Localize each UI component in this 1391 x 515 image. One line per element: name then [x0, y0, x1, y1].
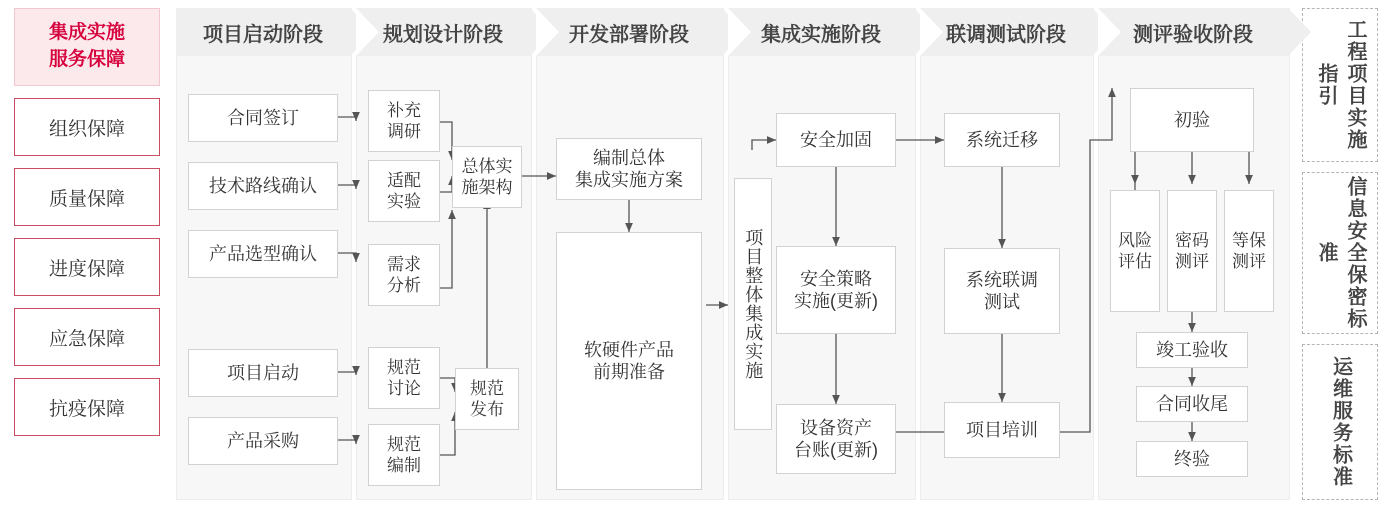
- left-title-line2: 服务保障: [48, 49, 125, 70]
- left-item-label: 组织保障: [48, 118, 125, 140]
- node-p3-0[interactable]: [556, 138, 702, 200]
- node-label-line1: 总体实: [461, 156, 513, 176]
- left-title-box: [14, 8, 160, 86]
- phase-header-label: 集成实施阶段: [761, 23, 881, 46]
- left-item-4[interactable]: [14, 378, 160, 436]
- node-label: 合同收尾: [1156, 393, 1228, 414]
- node-label-line1: 编制总体: [593, 147, 665, 168]
- node-p4-1[interactable]: [776, 113, 896, 167]
- right-box-label: 运维服务标准: [1329, 356, 1352, 488]
- node-p6-4[interactable]: [1136, 332, 1248, 368]
- node-p3-1[interactable]: [556, 232, 702, 490]
- left-item-label: 质量保障: [48, 188, 125, 210]
- node-label: 项目整体集成实施: [743, 228, 764, 380]
- node-label-line2: 测评: [1232, 252, 1266, 271]
- node-p2-col1-0[interactable]: [368, 90, 440, 152]
- left-item-3[interactable]: [14, 308, 160, 366]
- right-box-label: 信息安全保密标准: [1315, 176, 1366, 330]
- node-label-line2: 调研: [387, 122, 421, 141]
- node-label-line2: 实验: [387, 192, 421, 211]
- node-label: 产品选型确认: [209, 243, 317, 264]
- phase-header-3[interactable]: [536, 8, 722, 56]
- node-p1-4[interactable]: [188, 417, 338, 465]
- left-item-2[interactable]: [14, 238, 160, 296]
- node-label-line2: 评估: [1118, 252, 1152, 271]
- phase-header-1[interactable]: [176, 8, 350, 56]
- node-p6-2[interactable]: [1167, 190, 1217, 312]
- node-p5-2[interactable]: [944, 402, 1060, 458]
- node-label-line1: 系统联调: [966, 269, 1038, 290]
- phase-header-5[interactable]: [920, 8, 1092, 56]
- node-label: 初验: [1174, 109, 1210, 130]
- node-label-line1: 需求: [387, 254, 421, 274]
- node-p2-col2-1[interactable]: [455, 368, 519, 430]
- node-label: 项目启动: [227, 362, 299, 383]
- node-p6-5[interactable]: [1136, 386, 1248, 422]
- phase-header-label: 测评验收阶段: [1133, 23, 1253, 46]
- node-p6-0[interactable]: [1130, 88, 1254, 152]
- node-label-line1: 密码: [1175, 230, 1209, 250]
- node-label: 项目培训: [966, 419, 1038, 440]
- phase-header-label: 联调测试阶段: [946, 23, 1066, 46]
- node-label: 技术路线确认: [209, 175, 317, 196]
- right-box-label: 工程项目实施指引: [1315, 19, 1366, 151]
- left-item-label: 应急保障: [48, 328, 125, 350]
- node-p4-2[interactable]: [776, 246, 896, 334]
- left-item-0[interactable]: [14, 98, 160, 156]
- node-label-line1: 设备资产: [800, 417, 872, 438]
- phase-header-label: 项目启动阶段: [203, 23, 323, 46]
- phase-header-label: 规划设计阶段: [383, 23, 503, 46]
- node-p6-3[interactable]: [1224, 190, 1274, 312]
- node-label: 产品采购: [227, 430, 299, 451]
- right-box-1[interactable]: [1302, 172, 1378, 334]
- phase-header-6[interactable]: [1098, 8, 1288, 56]
- node-p2-col2-0[interactable]: [452, 146, 522, 208]
- node-label-line2: 发布: [470, 400, 504, 419]
- node-label: 合同签订: [227, 107, 299, 128]
- node-label-line1: 适配: [387, 170, 421, 190]
- node-p6-1[interactable]: [1110, 190, 1160, 312]
- node-label-line1: 等保: [1232, 230, 1266, 250]
- node-p2-col1-2[interactable]: [368, 244, 440, 306]
- node-p4-3[interactable]: [776, 404, 896, 474]
- node-label: 竣工验收: [1156, 339, 1228, 360]
- node-p1-2[interactable]: [188, 230, 338, 278]
- node-label: 安全加固: [800, 129, 872, 150]
- left-item-1[interactable]: [14, 168, 160, 226]
- node-label-line2: 讨论: [387, 379, 421, 398]
- node-p2-col1-1[interactable]: [368, 160, 440, 222]
- node-label: 终验: [1174, 448, 1210, 469]
- right-box-0[interactable]: [1302, 8, 1378, 162]
- node-p1-1[interactable]: [188, 162, 338, 210]
- node-label-line1: 规范: [470, 378, 504, 398]
- node-label-line2: 前期准备: [593, 362, 665, 382]
- right-box-2[interactable]: [1302, 344, 1378, 500]
- node-p5-1[interactable]: [944, 248, 1060, 334]
- left-title-line1: 集成实施: [48, 22, 125, 44]
- node-label-line2: 台账(更新): [794, 440, 878, 460]
- node-p6-6[interactable]: [1136, 441, 1248, 477]
- node-label-line2: 施架构: [461, 178, 513, 197]
- node-label-line1: 规范: [387, 434, 421, 454]
- node-label-line2: 测试: [984, 292, 1020, 312]
- node-label-line1: 规范: [387, 357, 421, 377]
- left-column: [14, 8, 160, 436]
- node-label-line1: 风险: [1118, 230, 1152, 250]
- node-p1-3[interactable]: [188, 349, 338, 397]
- node-label-line2: 编制: [387, 456, 421, 475]
- node-label-line2: 分析: [387, 276, 421, 295]
- node-label-line2: 测评: [1175, 252, 1209, 271]
- left-item-label: 进度保障: [48, 258, 125, 280]
- node-label-line1: 补充: [387, 100, 421, 120]
- node-label-line1: 安全策略: [800, 268, 872, 289]
- phase-header-2[interactable]: [356, 8, 530, 56]
- left-item-label: 抗疫保障: [48, 398, 125, 420]
- node-p4-0[interactable]: [734, 178, 772, 430]
- node-p2-col1-4[interactable]: [368, 424, 440, 486]
- node-p1-0[interactable]: [188, 94, 338, 142]
- phase-header-4[interactable]: [728, 8, 914, 56]
- node-label-line2: 实施(更新): [794, 291, 878, 311]
- node-p2-col1-3[interactable]: [368, 347, 440, 409]
- node-p5-0[interactable]: [944, 113, 1060, 167]
- node-label-line1: 软硬件产品: [584, 339, 674, 360]
- phase-header-label: 开发部署阶段: [569, 23, 689, 46]
- node-label: 系统迁移: [966, 129, 1038, 150]
- node-label-line2: 集成实施方案: [575, 170, 683, 190]
